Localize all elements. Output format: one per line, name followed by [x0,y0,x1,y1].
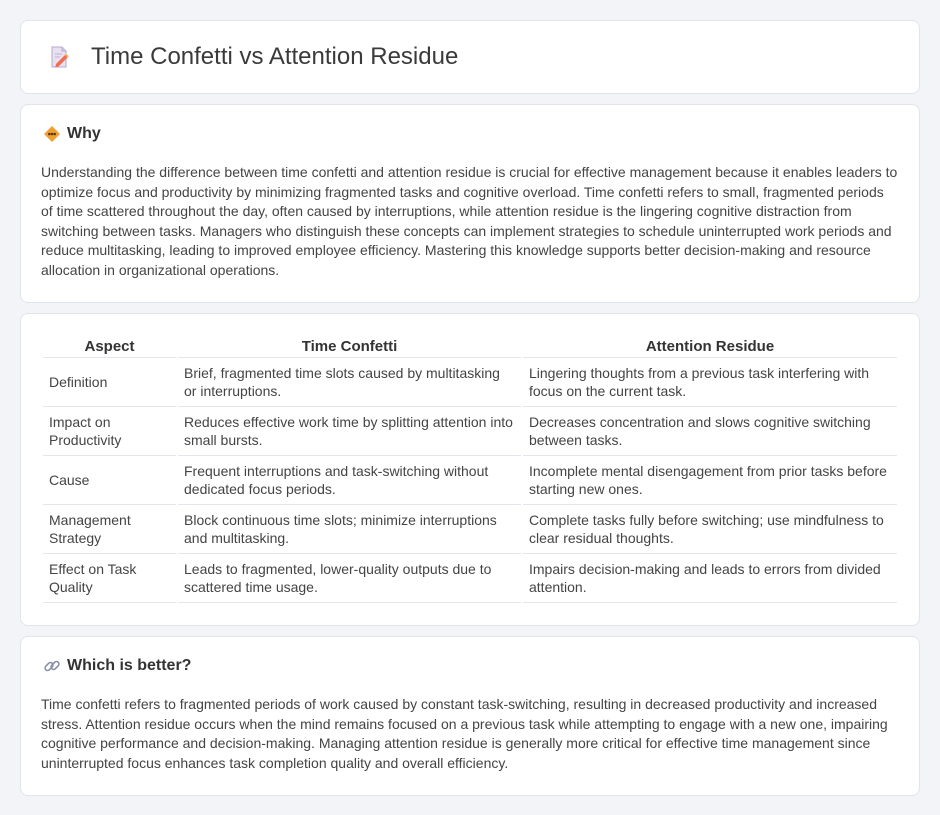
which-title: Which is better? [67,657,192,674]
row-attention-residue: Decreases concentration and slows cognitive switching between tasks. [523,407,897,456]
header-card [20,20,920,94]
table-header-row [43,332,897,358]
header-time-confetti: Time Confetti [178,332,521,358]
row-aspect: Impact on Productivity [43,407,176,456]
which-heading [43,657,899,675]
row-time-confetti: Brief, fragmented time slots caused by multitasking or interruptions. [178,358,521,407]
header-aspect: Aspect [43,332,176,358]
why-title: Why [67,125,101,142]
why-section [20,104,920,303]
table-row [43,358,897,407]
table-row [43,505,897,554]
row-aspect: Cause [43,456,176,505]
which-section [20,636,920,796]
why-text: Understanding the difference between time confetti and attention residue is crucial for effective management because it enables leaders to optimize focus and productivity by minimizing fragmented tasks and cognitive overload. Time confetti refers to small, fragmented periods of time scattered throughout the day, often caused by interruptions, while attention residue is the lingering cognitive distraction from switching between tasks. Managers who distinguish these concepts can implement strategies to schedule uninterrupted work periods and reduce multitasking, leading to improved employee efficiency. Mastering this knowledge supports better decision-making and resource allocation in organizational operations. [41,164,898,278]
row-attention-residue: Complete tasks fully before switching; use mindfulness to clear residual thoughts. [523,505,897,554]
row-aspect: Effect on Task Quality [43,554,176,603]
document-pencil-icon [47,45,71,69]
row-aspect: Management Strategy [43,505,176,554]
table-row [43,554,897,603]
row-attention-residue: Impairs decision-making and leads to errors from divided attention. [523,554,897,603]
header-attention-residue: Attention Residue [523,332,897,358]
link-icon [43,657,61,675]
table-row [43,407,897,456]
comparison-table-card [20,313,920,626]
row-time-confetti: Frequent interruptions and task-switching without dedicated focus periods. [178,456,521,505]
which-text: Time confetti refers to fragmented periods of work caused by constant task-switching, resulting in decreased productivity and increased stress. Attention residue occurs when the mind remains focused on a previous task while attempting to engage with a new one, impairing cognitive performance and decision-making. Managing attention residue is generally more critical for effective time management since uninterrupted focus enhances task completion quality and overall efficiency. [41,696,888,771]
comparison-table [41,332,899,603]
diamond-icon [43,125,61,143]
row-attention-residue: Lingering thoughts from a previous task interfering with focus on the current task. [523,358,897,407]
why-heading [43,125,899,143]
page-title: Time Confetti vs Attention Residue [91,43,459,70]
row-time-confetti: Leads to fragmented, lower-quality outputs due to scattered time usage. [178,554,521,603]
row-aspect: Definition [43,358,176,407]
row-attention-residue: Incomplete mental disengagement from prior tasks before starting new ones. [523,456,897,505]
row-time-confetti: Reduces effective work time by splitting attention into small bursts. [178,407,521,456]
table-row [43,456,897,505]
row-time-confetti: Block continuous time slots; minimize interruptions and multitasking. [178,505,521,554]
